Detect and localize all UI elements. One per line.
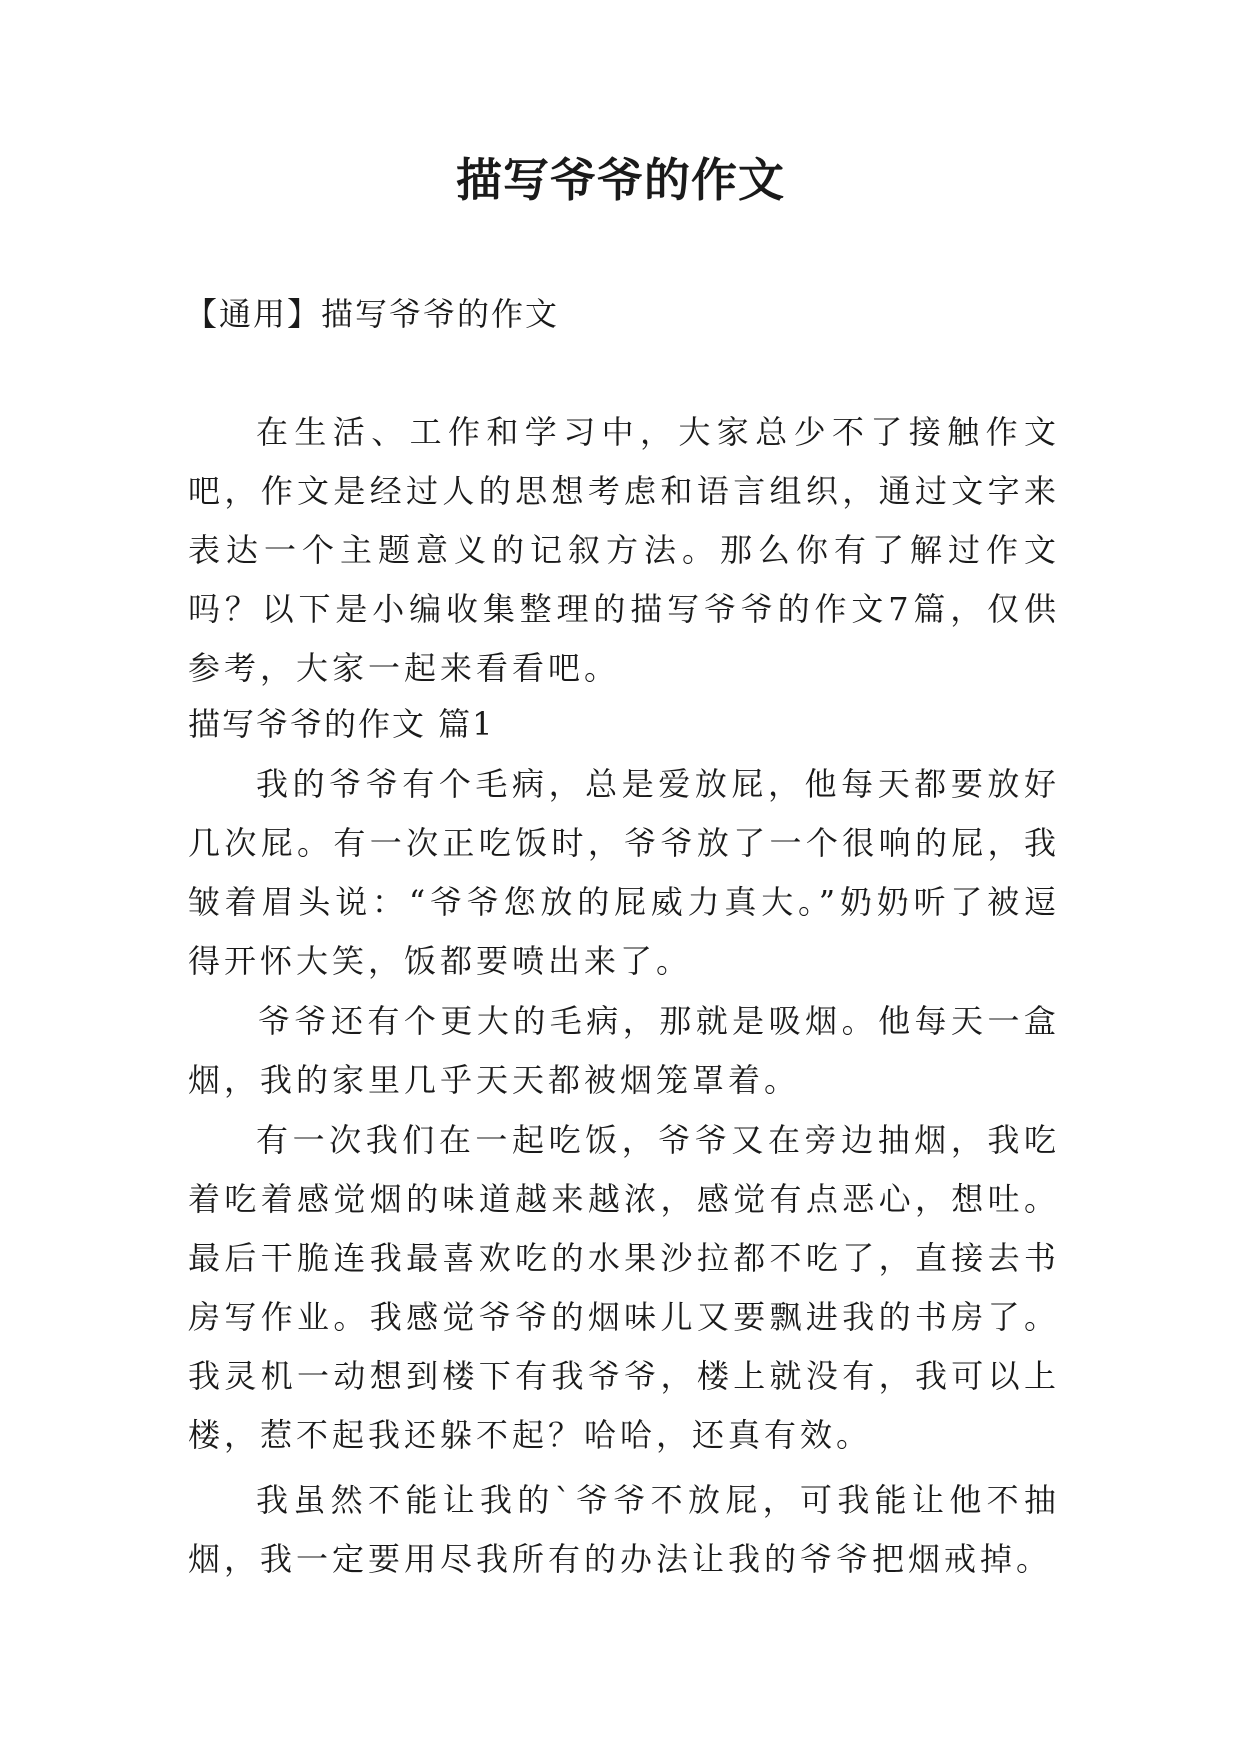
document-title: 描写爷爷的作文 (456, 153, 785, 207)
body-paragraph-2: 爷爷还有个更大的毛病，那就是吸烟。他每天一盒烟，我的家里几乎天天都被烟笼罩着。 (188, 1002, 1060, 1099)
body-paragraph-3: 有一次我们在一起吃饭，爷爷又在旁边抽烟，我吃着吃着感觉烟的味道越来越浓，感觉有点恶心，想吐。最后干脆连我最喜欢吃的水果沙拉都不吃了，直接去书房写作业。我感觉爷爷的烟味儿又要飘进我的书房了。我灵机一动想到楼下有我爷爷，楼上就没有，我可以上楼，惹不起我还躲不起？哈哈，还真有效。 (188, 1121, 1060, 1454)
intro-paragraph: 在生活、工作和学习中，大家总少不了接触作文吧，作文是经过人的思想考虑和语言组织，通过文字来表达一个主题意义的记叙方法。那么你有了解过作文吗？以下是小编收集整理的描写爷爷的作文7篇，仅供参考，大家一起来看看吧。 (188, 413, 1060, 687)
body-paragraph-4: 我虽然不能让我的`爷爷不放屁，可我能让他不抽烟，我一定要用尽我所有的办法让我的爷爷把烟戒掉。 (188, 1481, 1060, 1578)
section-heading: 描写爷爷的作文 篇1 (188, 705, 495, 743)
document-subtitle: 【通用】描写爷爷的作文 (185, 295, 560, 333)
body-paragraph-1: 我的爷爷有个毛病，总是爱放屁，他每天都要放好几次屁。有一次正吃饭时，爷爷放了一个很响的屁，我皱着眉头说：“爷爷您放的屁威力真大。”奶奶听了被逗得开怀大笑，饭都要喷出来了。 (188, 765, 1060, 980)
